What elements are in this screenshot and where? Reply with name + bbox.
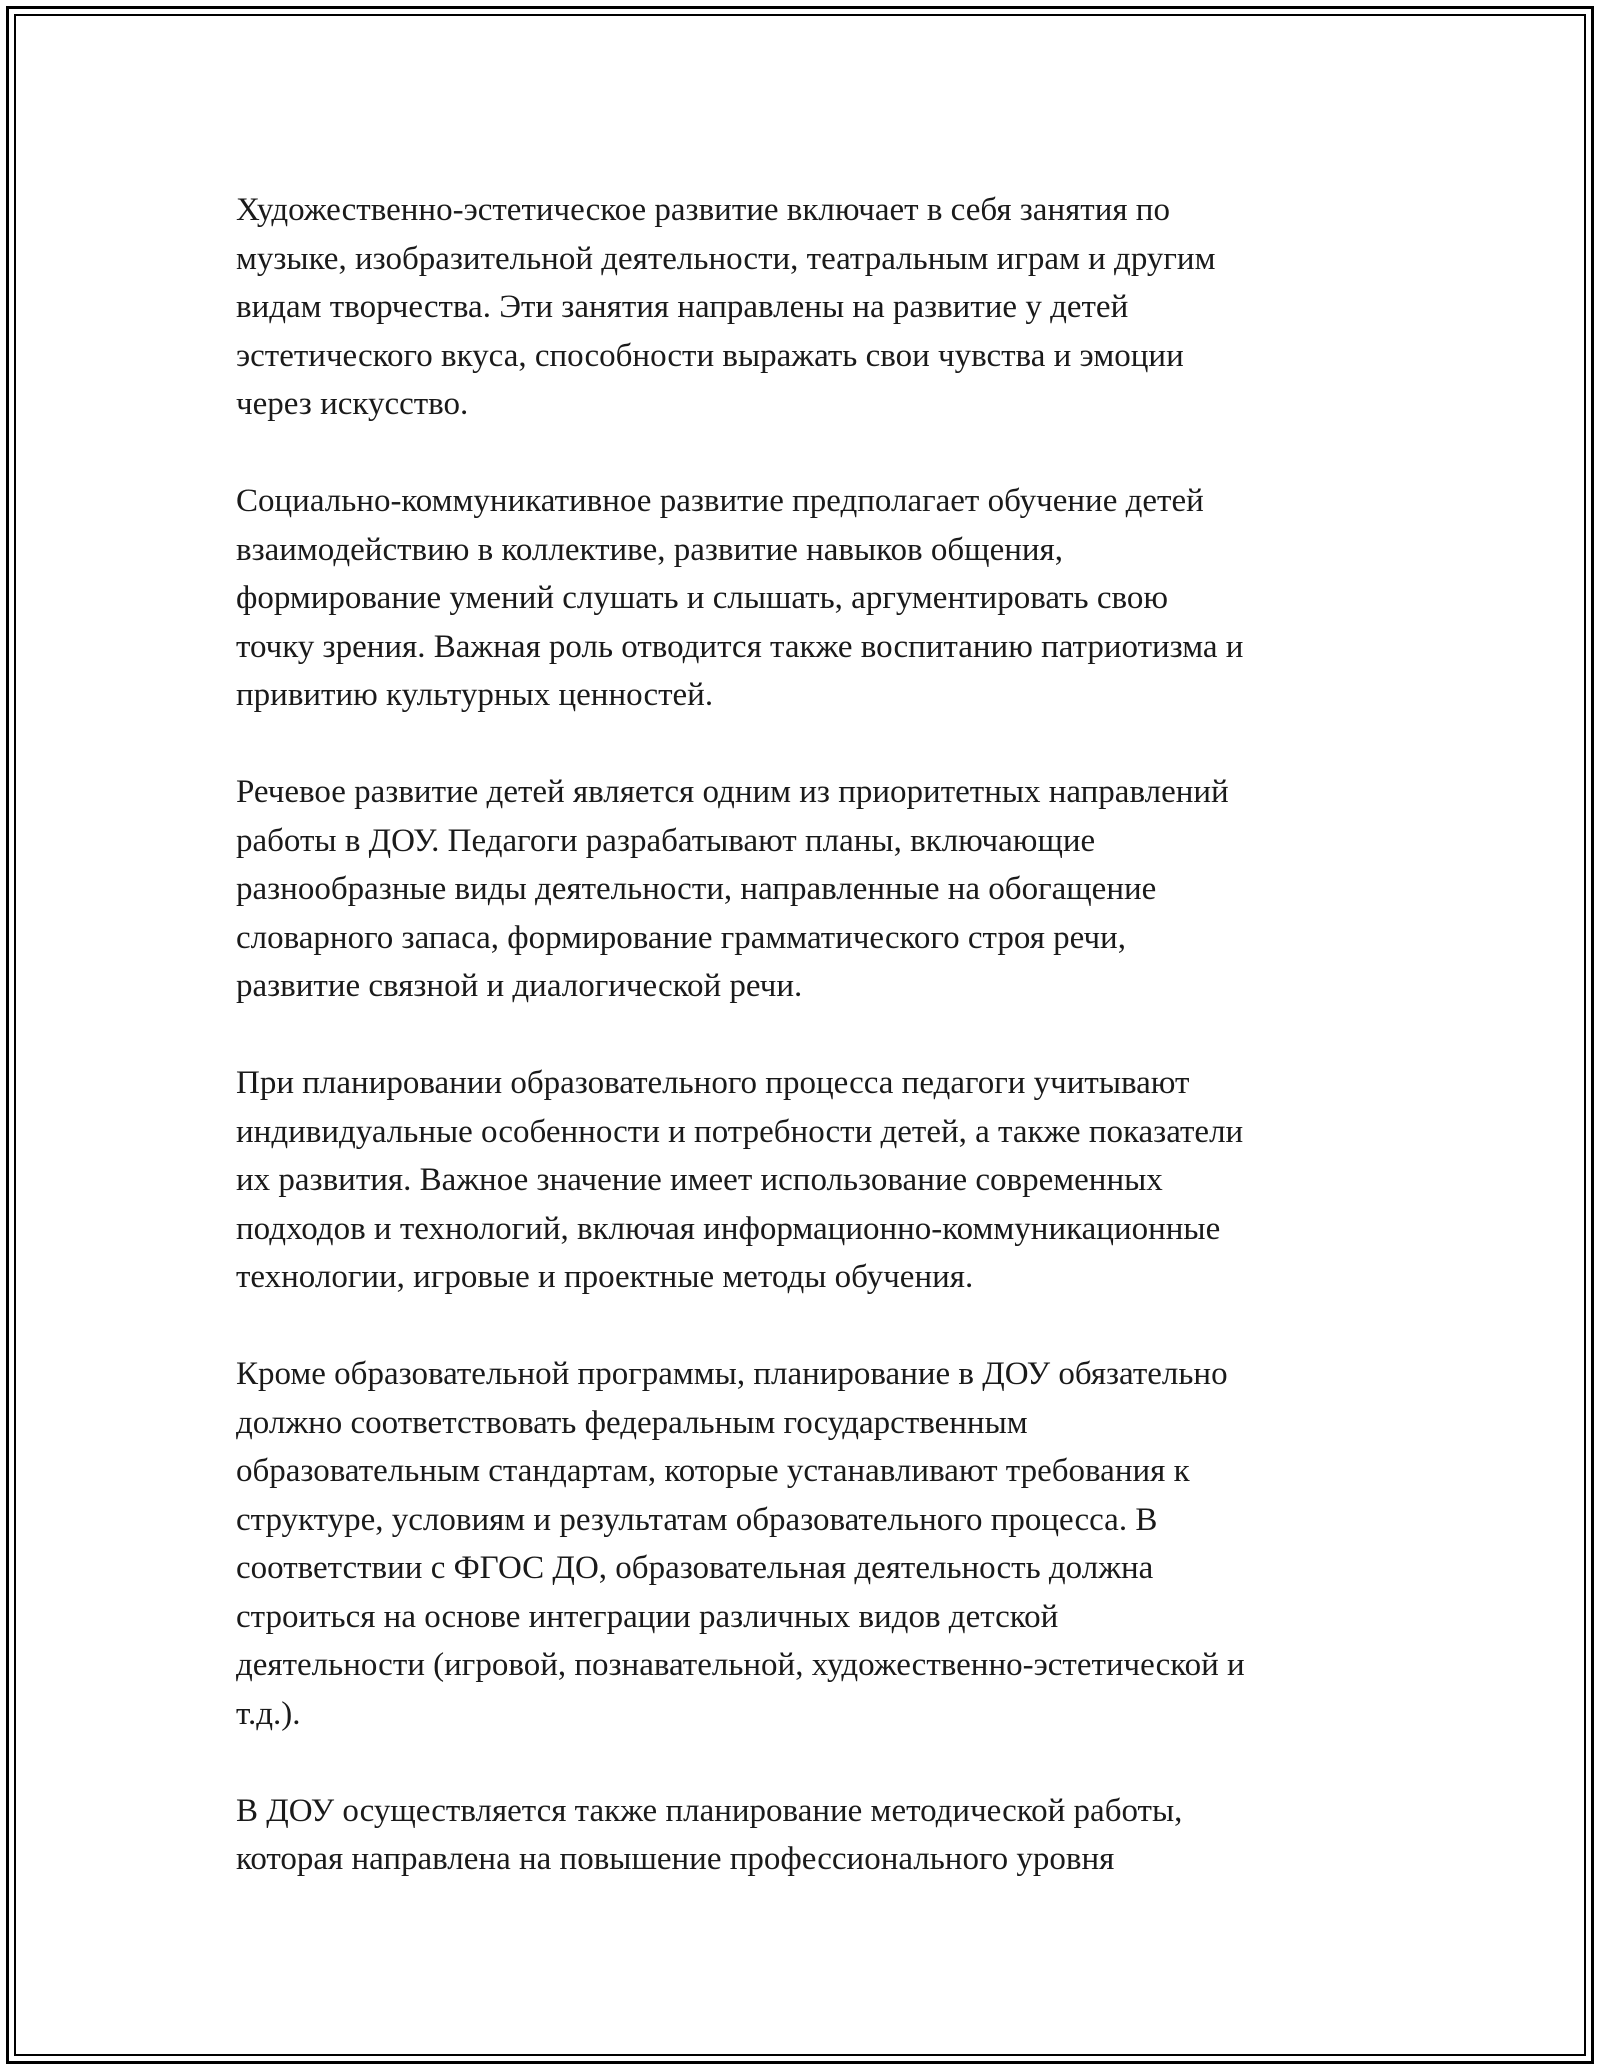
paragraph-planning-process: При планировании образовательного процесса педагоги учитывают индивидуальные особенности и потребности детей, а также показатели их развития. Важное значение имеет использование современных подходов и технологий, включая информационно-коммуникационные технологии, игровые и проектные методы обучения. <box>236 1065 1244 1295</box>
paragraph-speech-development: Речевое развитие детей является одним из приоритетных направлений работы в ДОУ. Педагоги разрабатывают планы, включающие разнообразные виды деятельности, направленные на обогащение словарного запаса, формирование грамматического строя речи, развитие связной и диалогической речи. <box>236 774 1229 1004</box>
paragraph-methodical-work: В ДОУ осуществляется также планирование методической работы, которая направлена на повышение профессионального уровня <box>236 1792 1183 1877</box>
document-body <box>236 186 1386 1932</box>
paragraph-artistic-development: Художественно-эстетическое развитие включает в себя занятия по музыке, изобразительной деятельности, театральным играм и другим видам творчества. Эти занятия направлены на развитие у детей эстетического вкуса, способности выражать свои чувства и эмоции через искусство. <box>236 192 1216 422</box>
paragraph-standards: Кроме образовательной программы, планирование в ДОУ обязательно должно соответствовать федеральным государственным образовательным стандартам, которые устанавливают требования к структуре, условиям и результатам образовательного процесса. В соответствии с ФГОС ДО, образовательная деятельность должна строиться на основе интеграции различных видов детской деятельности (игровой, познавательной, художественно-эстетической и т.д.). <box>236 1356 1245 1732</box>
paragraph-social-development: Социально-коммуникативное развитие предполагает обучение детей взаимодействию в коллективе, развитие навыков общения, формирование умений слушать и слышать, аргументировать свою точку зрения. Важная роль отводится также воспитанию патриотизма и привитию культурных ценностей. <box>236 483 1244 713</box>
